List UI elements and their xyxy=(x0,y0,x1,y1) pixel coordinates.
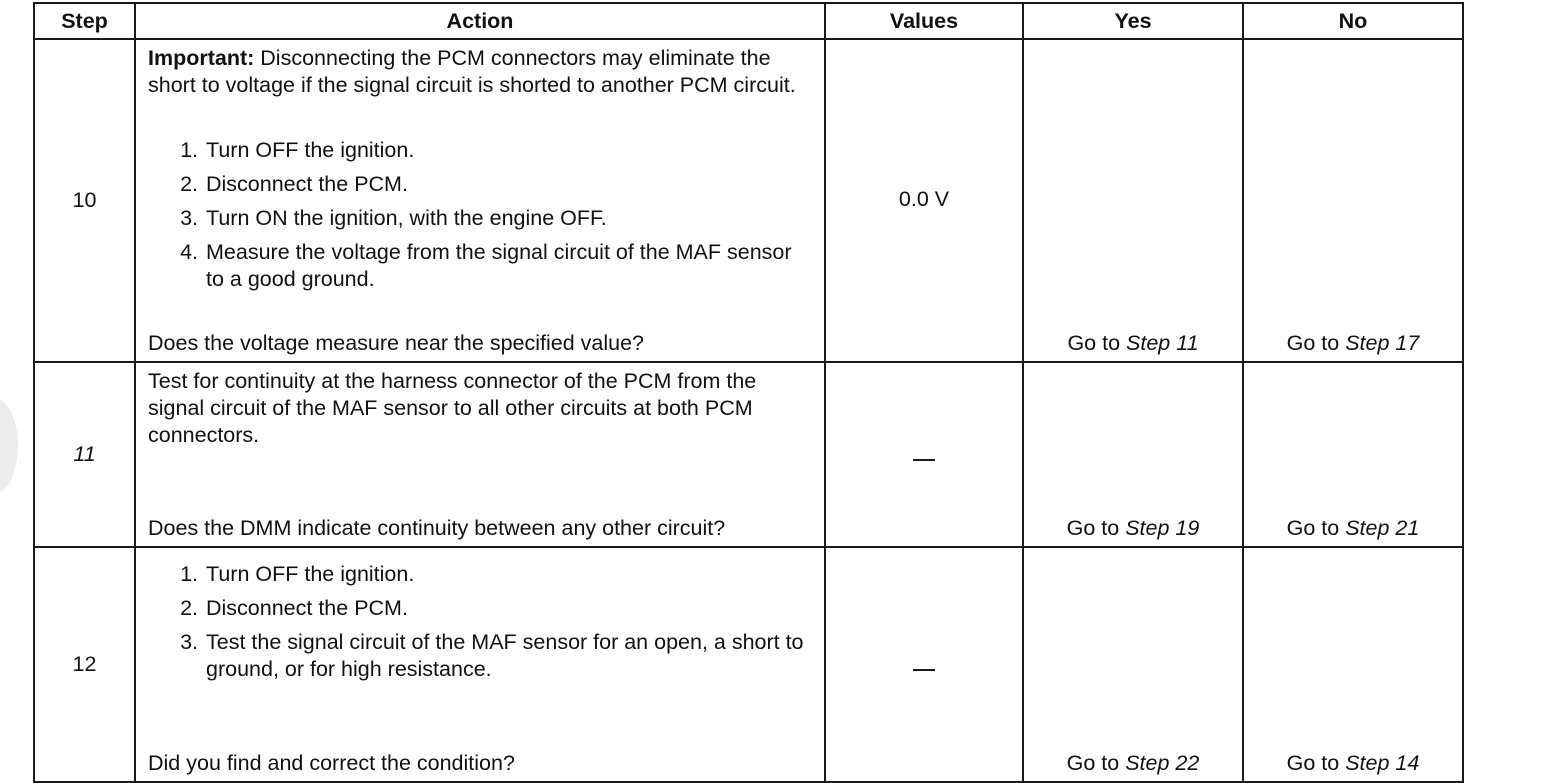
question-text: Does the DMM indicate continuity between any other circuit? xyxy=(148,516,726,540)
question-text: Did you find and correct the condition? xyxy=(148,751,515,775)
yes-cell: Go to Step 11 xyxy=(1023,39,1243,362)
procedure-list xyxy=(148,561,812,683)
yes-target: Step 11 xyxy=(1126,331,1199,355)
no-cell: Go to Step 14 xyxy=(1243,547,1463,782)
step-number: 12 xyxy=(34,547,135,782)
list-item: 2. Disconnect the PCM. xyxy=(180,172,408,196)
value-cell xyxy=(825,547,1023,782)
list-item: 2. Disconnect the PCM. xyxy=(180,596,408,620)
list-item: 1. Turn OFF the ignition. xyxy=(180,562,415,586)
list-item: 4. Measure the voltage from the signal circuit of the MAF sensor to a good ground. xyxy=(180,240,792,291)
procedure-list xyxy=(148,137,812,293)
value-cell xyxy=(825,39,1023,362)
action-cell xyxy=(135,362,825,547)
list-item: 3. Turn ON the ignition, with the engine OFF. xyxy=(180,206,607,230)
table-row-step-10 xyxy=(34,39,1463,362)
table-row-step-11 xyxy=(34,362,1463,547)
header-action: Action xyxy=(135,3,825,39)
value-cell xyxy=(825,362,1023,547)
no-target: Step 17 xyxy=(1345,331,1420,355)
yes-target: Step 22 xyxy=(1125,751,1200,775)
no-value-dash xyxy=(913,459,935,461)
yes-cell: Go to Step 19 xyxy=(1023,362,1243,547)
header-row xyxy=(34,3,1463,39)
no-target: Step 14 xyxy=(1345,751,1420,775)
header-step: Step xyxy=(34,3,135,39)
action-cell xyxy=(135,547,825,782)
important-note xyxy=(148,45,812,99)
header-no: No xyxy=(1243,3,1463,39)
question-text: Does the voltage measure near the specified value? xyxy=(148,331,645,355)
list-item: 3. Test the signal circuit of the MAF sensor for an open, a short to ground, or for high resistance. xyxy=(180,630,804,681)
action-cell xyxy=(135,39,825,362)
no-value-dash xyxy=(913,669,935,671)
no-cell: Go to Step 17 xyxy=(1243,39,1463,362)
step-number: 11 xyxy=(34,362,135,547)
no-cell: Go to Step 21 xyxy=(1243,362,1463,547)
scan-artifact xyxy=(0,398,18,494)
header-values: Values xyxy=(825,3,1023,39)
diagnostic-table xyxy=(33,2,1464,783)
no-target: Step 21 xyxy=(1345,516,1420,540)
header-yes: Yes xyxy=(1023,3,1243,39)
important-label: Important: xyxy=(148,46,255,70)
yes-cell: Go to Step 22 xyxy=(1023,547,1243,782)
table-row-step-12 xyxy=(34,547,1463,782)
list-item: 1. Turn OFF the ignition. xyxy=(180,138,415,162)
important-text: Disconnecting the PCM connectors may eliminate the short to voltage if the signal circuit is shorted to another PCM circuit. xyxy=(148,46,796,97)
yes-target: Step 19 xyxy=(1125,516,1200,540)
action-text: Test for continuity at the harness connector of the PCM from the signal circuit of the MAF sensor to all other circuits at both PCM connectors. xyxy=(148,369,757,447)
step-number: 10 xyxy=(34,39,135,362)
spec-value: 0.0 V xyxy=(898,187,950,211)
